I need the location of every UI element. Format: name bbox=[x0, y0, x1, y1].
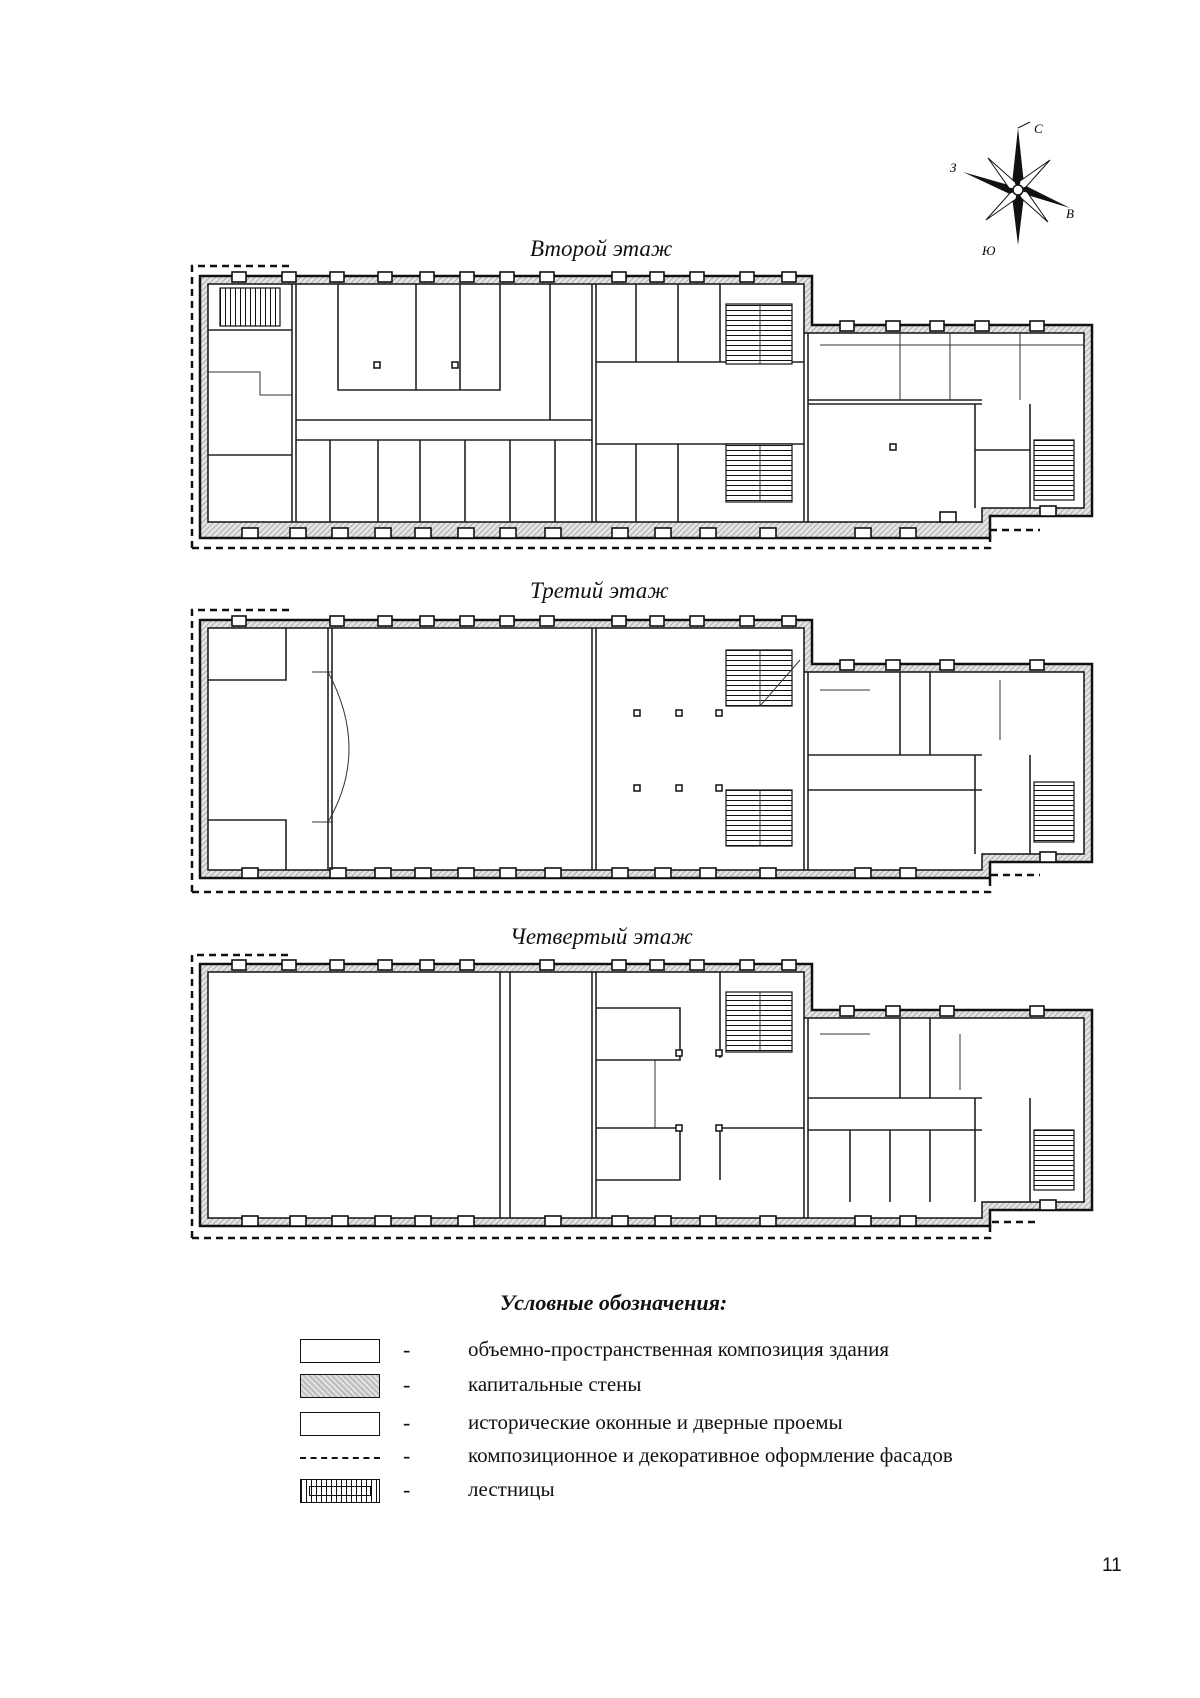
legend-item-stairs bbox=[300, 1477, 1080, 1507]
compass-north-label: С bbox=[1034, 121, 1043, 136]
stairs-second-west bbox=[220, 288, 280, 326]
floor-title-third: Третий этаж bbox=[530, 578, 669, 603]
stairs-third-upper bbox=[726, 650, 792, 706]
compass-south-label: Ю bbox=[982, 243, 996, 258]
legend-swatch-outline bbox=[300, 1339, 380, 1363]
plan-fourth-floor bbox=[192, 955, 1092, 1238]
legend-text: объемно-пространственная композиция здания bbox=[468, 1337, 889, 1361]
compass-east-label: В bbox=[1066, 206, 1074, 221]
stairs-third-east bbox=[1034, 782, 1074, 842]
legend-item-capital-walls bbox=[300, 1372, 1080, 1402]
legend-text: лестницы bbox=[468, 1477, 555, 1501]
legend-item-facades bbox=[300, 1443, 1080, 1473]
stairs-fourth-east bbox=[1034, 1130, 1074, 1190]
page-number: 11 bbox=[1102, 1555, 1122, 1576]
compass-rose bbox=[963, 122, 1070, 245]
plan-third-floor bbox=[192, 610, 1092, 892]
stairs-fourth-upper bbox=[726, 992, 792, 1052]
legend-swatch-stairs bbox=[300, 1479, 380, 1503]
legend-text: композиционное и декоративное оформление фасадов bbox=[468, 1443, 953, 1467]
stairs-third-lower bbox=[726, 790, 792, 846]
stairs-second-upper bbox=[726, 304, 792, 364]
legend-title: Условные обозначения: bbox=[500, 1290, 728, 1315]
legend-separator: - bbox=[403, 1443, 411, 1468]
floor-title-fourth: Четвертый этаж bbox=[510, 924, 693, 949]
plan-second-floor bbox=[192, 266, 1092, 548]
legend-separator: - bbox=[403, 1477, 411, 1502]
legend-item-composition bbox=[300, 1337, 1080, 1367]
legend-text: капитальные стены bbox=[468, 1372, 642, 1396]
legend-separator: - bbox=[403, 1372, 411, 1397]
legend-swatch-outline bbox=[300, 1412, 380, 1436]
compass-west-label: З bbox=[950, 160, 957, 175]
legend-separator: - bbox=[403, 1337, 411, 1362]
stairs-second-east bbox=[1034, 440, 1074, 500]
stairs-second-lower bbox=[726, 444, 792, 502]
legend-swatch-gray bbox=[300, 1374, 380, 1398]
legend-swatch-dashed bbox=[300, 1457, 380, 1459]
legend-text: исторические оконные и дверные проемы bbox=[468, 1410, 843, 1434]
legend-separator: - bbox=[403, 1410, 411, 1435]
legend-item-openings bbox=[300, 1410, 1080, 1440]
floor-title-second: Второй этаж bbox=[530, 236, 673, 261]
